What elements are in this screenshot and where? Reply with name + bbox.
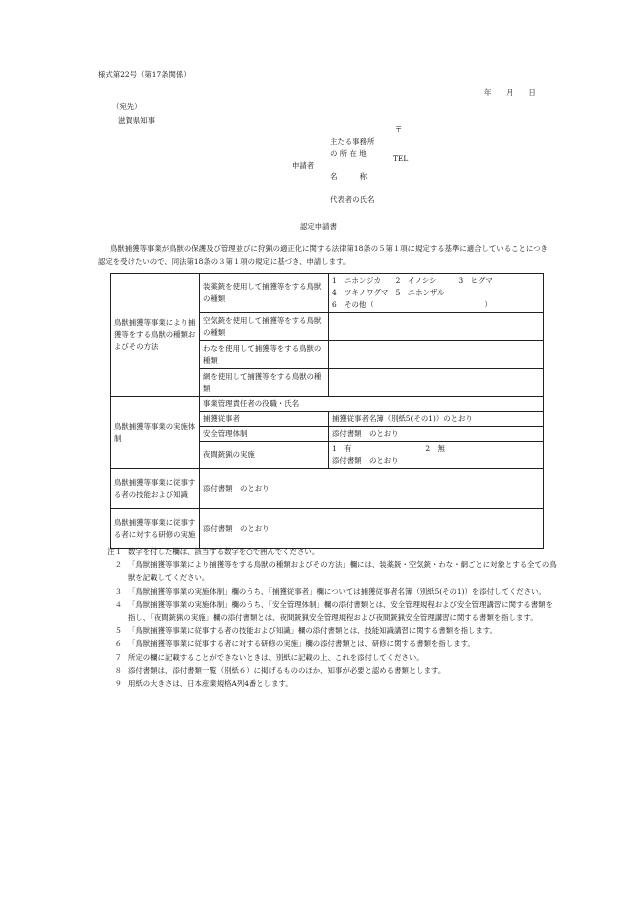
- training-value-cell: 添付書類 のとおり: [200, 509, 544, 549]
- postal-mark: 〒: [395, 125, 403, 134]
- document-title: 認定申請書: [300, 222, 337, 231]
- representative-label: 代表者の氏名: [330, 195, 375, 204]
- system-category-cell: 鳥獣捕獲等事業の実施体制: [111, 397, 200, 469]
- skill-category-cell: 鳥獣捕獲等事業に従事する者の技能および知識: [111, 469, 200, 509]
- note-number: ７: [114, 652, 122, 662]
- list-item: [98, 637, 558, 650]
- note-text: 「鳥獣捕獲等事業の実施体制」欄のうち、「捕獲従事者」欄については捕獲従事者名簿（別紙5(その1)）を添付してください。: [128, 586, 546, 596]
- note-text: 添付書類は、添付書類一覧（別紙６）に掲げるもののほか、知事が必要と認める書類とします。: [128, 665, 446, 675]
- note-number: ６: [114, 639, 122, 649]
- capturer-value-cell: 捕獲従事者名簿（別紙5(その1)）のとおり: [329, 412, 544, 427]
- note-text: 「鳥獣捕獲等事業により捕獲等をする鳥獣の種類およびその方法」欄には、装薬銃・空気銃・わな・網ごとに対象とする全ての鳥獣を記載してください。: [128, 560, 557, 583]
- note-number: ４: [114, 599, 122, 609]
- manager-label-cell: 事業管理責任者の役職・氏名: [200, 397, 544, 412]
- table-row: [111, 274, 544, 313]
- intro-paragraph: 鳥獣捕獲等事業が鳥獣の保護及び管理並びに狩猟の適正化に関する法律第18条の５第１項に規定する基準に適合していることにつき認定を受けたいので、同法第18条の３第１項の規定に基づき、申請します。: [98, 244, 548, 266]
- table-row: [111, 397, 544, 412]
- applicant-label: 申請者: [292, 161, 315, 170]
- list-item: [98, 545, 558, 558]
- list-item: [98, 664, 558, 677]
- list-item: [98, 585, 558, 598]
- capturer-label-cell: 捕獲従事者: [200, 412, 329, 427]
- notes-list: [98, 545, 558, 690]
- list-item: [98, 598, 558, 624]
- tel-label: TEL: [393, 154, 409, 163]
- table-row: [111, 509, 544, 549]
- air-gun-label-cell: 空気銃を使用して捕獲等をする鳥獣の種類: [200, 313, 329, 341]
- note-text: 「鳥獣捕獲等事業に従事する者に対する研修の実施」欄の添付書類とは、研修に関する書類を指します。: [128, 639, 475, 649]
- list-item: [98, 624, 558, 637]
- safety-label-cell: 安全管理体制: [200, 427, 329, 442]
- night-options: 1 有 2 無: [332, 444, 445, 453]
- safety-value-cell: 添付書類 のとおり: [329, 427, 544, 442]
- net-value-cell: [329, 369, 544, 397]
- night-value-cell: [329, 442, 544, 469]
- trap-label-cell: わなを使用して捕獲等をする鳥獣の種類: [200, 341, 329, 369]
- list-item: [98, 558, 558, 584]
- note-text: 用紙の大きさは、日本産業規格A列4番とします。: [128, 679, 293, 689]
- office-label-line1: 主たる事務所: [330, 137, 375, 146]
- note-number: ５: [114, 626, 122, 636]
- addressee-prefix: （宛先）: [112, 102, 142, 111]
- list-item: [98, 677, 558, 690]
- date-label: 年 月 日: [484, 88, 536, 97]
- office-label-line2: の 所 在 地: [330, 149, 367, 158]
- note-text: 「鳥獣捕獲等事業の実施体制」欄のうち、「安全管理体制」欄の添付書類とは、安全管理規程および安全管理講習に関する書類を指し、「夜間銃猟の実施」欄の添付書類とは、夜間銃猟安全管理規程および夜間銃猟安全管理講習に関する書類を指します。: [128, 599, 553, 623]
- note-text: 「鳥獣捕獲等事業に従事する者の技能および知識」欄の添付書類とは、技能知識講習に関する書類を指します。: [128, 626, 497, 636]
- species-category-cell: 鳥獣捕獲等事業により捕獲等をする鳥獣の種類およびその方法: [111, 274, 200, 397]
- gun-label-cell: 装薬銃を使用して捕獲等をする鳥獣の種類: [200, 274, 329, 313]
- night-attachment: 添付書類 のとおり: [332, 456, 399, 465]
- note-number: ２: [114, 560, 122, 570]
- air-gun-value-cell: [329, 313, 544, 341]
- application-table: [110, 273, 544, 549]
- skill-value-cell: 添付書類 のとおり: [200, 469, 544, 509]
- note-text: 所定の欄に記載することができないときは、別紙に記載の上、これを添付してください。: [128, 652, 424, 662]
- note-number: 注１: [107, 547, 122, 556]
- note-number: ３: [114, 586, 122, 596]
- note-text: 数字を付した欄は、該当する数字を○で囲んでください。: [128, 547, 320, 556]
- note-number: ８: [114, 665, 122, 675]
- note-number: ９: [114, 679, 122, 689]
- name-label: 名 称: [330, 172, 367, 181]
- training-category-cell: 鳥獣捕獲等事業に従事する者に対する研修の実施: [111, 509, 200, 549]
- net-label-cell: 網を使用して捕獲等をする鳥獣の種類: [200, 369, 329, 397]
- table-row: [111, 469, 544, 509]
- gun-options-cell: 1 ニホンジカ 2 イノシシ 3 ヒグマ 4 ツキノワグマ 5 ニホンザル 6 その他（ ）: [329, 274, 544, 313]
- trap-value-cell: [329, 341, 544, 369]
- list-item: [98, 651, 558, 664]
- night-label-cell: 夜間銃猟の実施: [200, 442, 329, 469]
- addressee: 滋賀県知事: [118, 116, 155, 125]
- form-number: 様式第22号（第17条関係）: [98, 70, 191, 79]
